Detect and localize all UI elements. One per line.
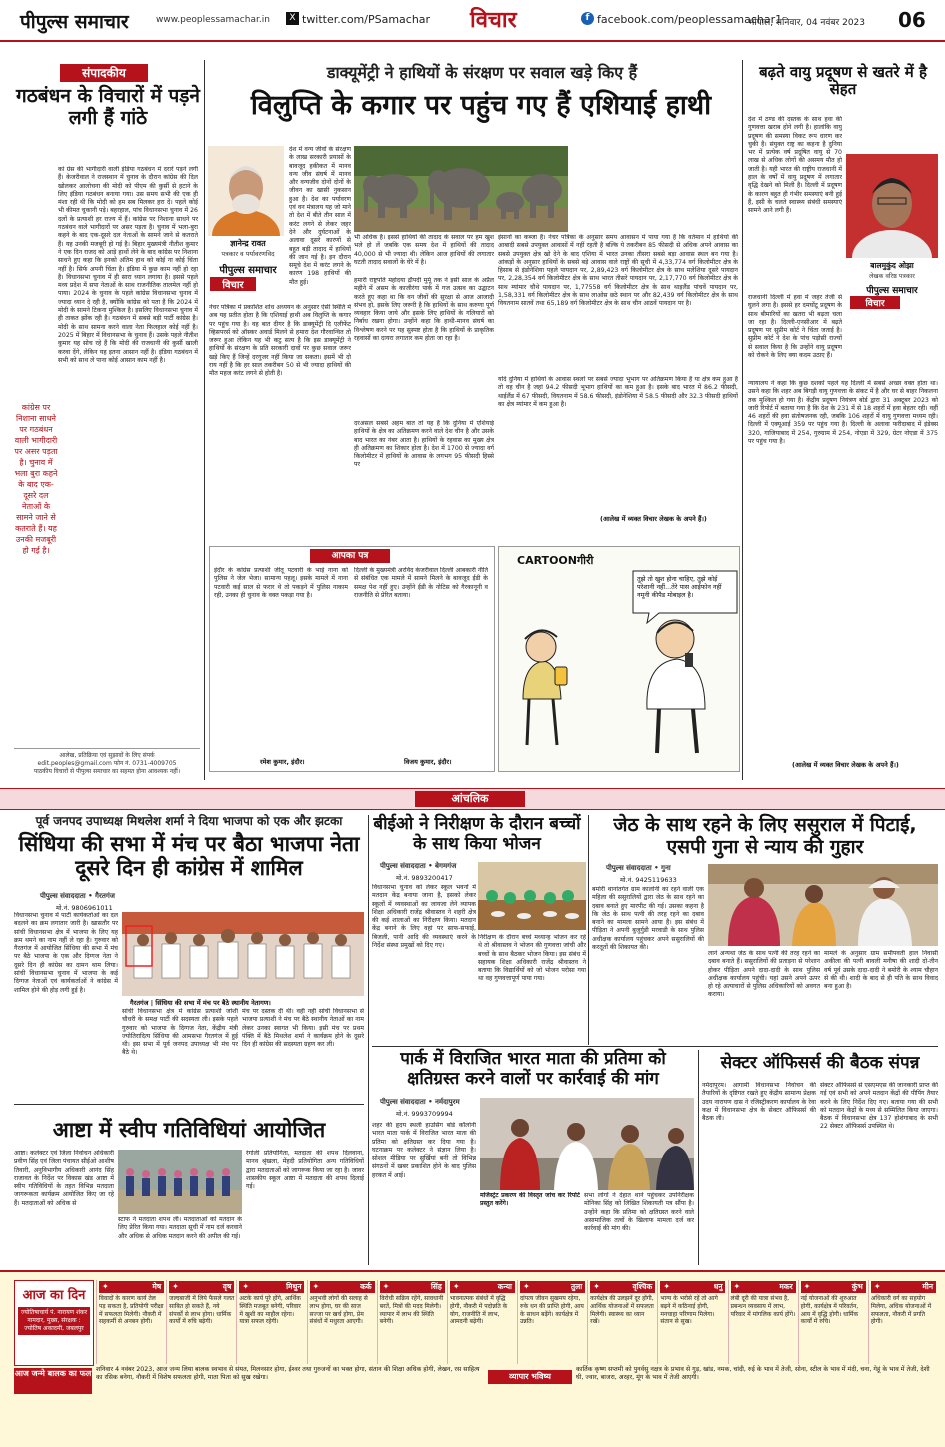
zodiac-name: ✦ मकर — [731, 1281, 796, 1293]
story6-title: सेक्टर ऑफिसर्स की बैठक संपन्न — [720, 1053, 920, 1073]
right-logo — [846, 283, 938, 309]
zodiac-name: ✦ कुंभ — [801, 1281, 866, 1293]
zodiac-name: ✦ मीन — [871, 1281, 936, 1293]
section-title: विचार — [470, 8, 517, 33]
zodiac-symbol-icon: ✦ — [663, 1282, 671, 1291]
zodiac-name: ✦ मिथुन — [239, 1281, 304, 1293]
twitter-icon: X — [286, 12, 299, 25]
zodiac-symbol-icon: ✦ — [733, 1282, 741, 1291]
lead-logo-sub: विचार — [210, 277, 256, 291]
website[interactable]: www.peoplessamachar.in — [156, 15, 270, 25]
zodiac-text: दांपत्य जीवन सुखमय रहेगा, रुके धन की प्राप्ति होगी, आय के साधन बढ़ेंगे। कार्यक्षेत्र में उन्नति। — [520, 1295, 584, 1326]
business-text: कार्तिक कृष्ण सप्तमी को पुनर्वसु नक्षत्र के प्रभाव से गुड़, खांड, नमक, चांदी, रुई के भाव में तेजी, सोना, स्टील के भाव में मंदी, चना, गेहूं के भाव में तेजी, देशी घी, ज्वार, बाजरा, अरहर, मूंग के भाव में तेजी आएगी। — [576, 1366, 930, 1382]
zodiac-symbol-icon: ✦ — [593, 1282, 600, 1291]
right-logo-text: पीपुल्स समाचार — [866, 286, 918, 296]
editorial-title: गठबंधन के विचारों में पड़ने लगी हैं गांठे — [16, 85, 200, 129]
story1-body3: मंच पर दस्तक दी थी। वहीं नहीं सांची विधानसभा से भाजपा प्रत्याशी ने मंच पर बैठे स्थानीय नेताओं का नाम लेकर उनका स्वागत भी किया। इसी मंच पर प्रथम पंक्ति में बैठे मिथलेश शर्मा ने कार्यक्रम होने के दूसरे दिन ही कांग्रेस की सदस्यता ग्रहण कर ली। — [242, 1008, 364, 1049]
story2-photo — [478, 862, 586, 930]
masthead — [0, 0, 945, 42]
lead-col2c: दरअसल सबसे अहम बात तो यह है कि दुनिया में एशियाई हाथियों के क्षेत्र का अतिक्रमण करने वाले देश चीन है और उसके बाद भारत का नंबर आता है। हाथियों के रहवास का मुख्य क्षेत्र ही अतिक्रमण का शिकार होता है। देश में 1700 से ज्यादा वर्ग किलोमीटर में हाथियों के आवास के लगभग 95 फीसदी हिस्से पर — [354, 420, 494, 469]
author-name: ज्ञानेन्द्र रावत — [230, 239, 266, 248]
zodiac-symbol-icon: ✦ — [312, 1282, 320, 1291]
contact-phone: फोन नं. 0731-4009705 — [113, 760, 177, 767]
lucky-text: शनिवार 4 नवंबर 2023, आज जन्म लिया बालक स्वभाव से संयत, मिलनसार होगा, ईश्वर तथा गुरुजनों का भक्त होगा, संतान की शिक्षा अधिक होगी, लेखन, रस साहित्य का रसिक बनेगा, नौकरी में विशेष सफलता होगी, माता पिता को सुख रखेगा। — [96, 1366, 480, 1382]
dateline: भोपाल, शनिवार, 04 नवंबर 2023 — [748, 18, 866, 28]
right-body3: न्यायालय ने कहा कि कुछ दशकों पहले यह दिल्ली में सबसे अच्छा वक्त होता था। उसने कहा कि शहर अब बिगड़ी वायु गुणवत्ता के संकट में है और घर से बाहर निकलना तक मुश्किल हो गया है। केंद्रीय प्रदूषण नियंत्रण बोर्ड द्वारा 31 अक्टूबर 2023 को जारी रिपोर्ट में बताया गया है कि देश के 231 में से 18 शहरों में हवा बेहतर रही। वहीं 46 शहरों की हवा संतोषजनक रही, जबकि 106 शहरों में वायु गुणवत्ता मध्यम रही। दिल्ली में एक्यूआई 359 पर पहुंच गया है। दिल्ली के अलावा फरीदाबाद में इंडेक्स 320, गाजियाबाद में 254, गुरुग्राम में 254, नोएडा में 329, ग्रेटर नोएडा में 375 पर पहुंच गया है। — [748, 380, 938, 446]
facebook-handle[interactable]: facebook.com/peoplessamachar1 — [597, 13, 783, 26]
zodiac-9 — [728, 1280, 798, 1364]
footer-note: आलेख, प्रतिक्रिया एवं सुझावों के लिए संपर्क — [59, 752, 155, 759]
story3-byline: पीपुल्स संवाददाता • गुना — [606, 864, 671, 872]
story5-title: पार्क में विराजित भारत माता की प्रतिमा को क्षतिग्रस्त करने वालों पर कार्रवाई की मांग — [400, 1049, 666, 1089]
lead-col3: इंसानों का कब्जा है। नेचर पत्रिका के अनुसार समय आवासन में पाया गया है कि वर्तमान में हाथियों की आबादी सबसे उपयुक्त आवासों में नहीं रहती है बल्कि ये तकरीबन 85 फीसदी से अधिक अपने आवास का सबसे उपयुक्त क्षेत्र खो देने के बाद एशिया में भारत उनका तीसरा सबसे बड़ा आवास स्थल बन गया है। आंकड़ों के अनुसार हाथियों के सबसे बड़े आवास वाले राष्ट्रों की सूची में 4,33,774 वर्ग किलोमीटर क्षेत्र के हिसाब से इंडोनेशिया पहले पायदान पर, 2,89,423 वर्ग किलोमीटर क्षेत्र के साथ मलेशिया दूसरे पायदान पर, 2,28,354 वर्ग किलोमीटर क्षेत्र के साथ भारत तीसरे पायदान पर, 2,17,770 वर्ग किलोमीटर क्षेत्र के साथ म्यांमार चौथे पायदान पर, 1,77558 वर्ग किलोमीटर क्षेत्र के साथ थाइलैंड पांचवें पायदान पर, 1,58,331 वर्ग किलोमीटर क्षेत्र के साथ लाओस छठे स्थान पर और 82,439 वर्ग किलोमीटर क्षेत्र के साथ वियतनाम सातवें तथा 65,189 वर्ग किलोमीटर क्षेत्र के साथ चीन आठवें पायदान पर है। — [498, 234, 738, 308]
story1-mobile: मो.नं. 9806961011 — [56, 904, 113, 912]
story4-body3: स्टाफ ने मतदाता शपथ ली। मतदाताओं को मतदान के लिए प्रेरित किया गया। मतदाता सूची में नाम दर्ज करवाने और अधिक से अधिक मतदान करने की अपील की गई। — [118, 1216, 242, 1240]
story4-photo — [118, 1150, 242, 1214]
page-number: 06 — [898, 8, 926, 32]
business-title: व्यापार भविष्य — [488, 1370, 572, 1384]
zodiac-name: ✦ वृश्चिक — [590, 1281, 655, 1293]
story5-photo — [480, 1098, 694, 1190]
story5-body: शहर की हृदय स्थली हाउसिंग बोर्ड कॉलोनी भारत माता पार्क में विराजित भारत माता की प्रतिमा को क्षतिग्रस्त कर दिया गया है। घटनाक्रम पर कलेक्टर ने संज्ञान लिया है। सोशल मीडिया पर सुर्खियां बनी तो विभिन्न संगठनों में खबर प्रकाशित होने के बाद पुलिस हरकत में आई। — [372, 1122, 476, 1179]
brand-logo: पीपुल्स समाचार — [20, 11, 129, 33]
story2-title: बीईओ ने निरीक्षण के दौरान बच्चों के साथ किया भोजन — [373, 814, 581, 854]
story1-body: विधानसभा चुनाव में पार्टी कार्यकर्ताओं का दल बदलने का क्रम लगातार जारी है। खासतौर पर सांची विधानसभा क्षेत्र में भाजपा के लिए यह क्रम थमने का नाम नहीं ले रहा है। गुरुवार को गैरतगंज में आयोजित सिंधिया की सभा में मंच पर बैठे भाजपा के एक और दिग्गज नेता ने दूसरे दिन ही कांग्रेस का दामन थाम लिया। सांची विधानसभा चुनाव में भाजपा के कई दिग्गज नेताओं एवं कार्यकर्ताओं ने कांग्रेस में शामिल होने की होड़ लगी हुई है। — [14, 912, 118, 994]
story5-mobile: मो.नं. 9993709994 — [396, 1110, 453, 1118]
zodiac-8 — [657, 1280, 727, 1364]
zodiac-signs — [96, 1280, 938, 1364]
zodiac-7 — [587, 1280, 657, 1364]
story3-title: जेठ के साथ रहने के लिए ससुराल में पिटाई, एसपी गुना से न्याय की गुहार — [613, 814, 917, 858]
today-box-text: ज्योतिषाचार्य पं. नारायण शंकर नामदार, मुख्य, संरक्षक : ज्योतिष अकादमी, जबलपुर — [18, 1307, 90, 1335]
zodiac-0 — [96, 1280, 166, 1364]
editorial-footer — [14, 748, 200, 776]
right-title: बढ़ते वायु प्रदूषण से खतरे में है सेहत — [759, 63, 927, 99]
zodiac-11 — [868, 1280, 938, 1364]
today-box — [14, 1280, 94, 1366]
story2-body2: निरीक्षण के दौरान बच्चे मध्यान्ह भोजन कर रहे थे तो श्रीवास्तव ने भोजन की गुणवत्ता जांची और बच्चों के साथ बैठकर भोजन किया। इस संबंध में सहायक शिक्षा अधिकारी राजेंद्र श्रीवास्तव ने बताया कि विद्यार्थियों को जो भोजन परोसा गया था वह गुणवत्तापूर्ण पाया गया। — [478, 934, 586, 983]
lead-logo-text: पीपुल्स समाचार — [219, 265, 277, 276]
zodiac-2 — [236, 1280, 306, 1364]
regional-band — [0, 788, 945, 810]
cartoon-title: CARTOONगीरी — [517, 554, 594, 567]
zodiac-text: अनुभवी लोगों की सलाह से लाभ होगा, घर की साज सज्जा पर खर्च होगा, प्रेम संबंधों में मधुरता आएगी। — [309, 1295, 368, 1326]
story3-mobile: मो.नं. 9425119633 — [620, 876, 677, 884]
story6-body: नर्मदापुरम। आगामी विधानसभा निर्वाचन की तैयारियों के दृष्टिगत रखते हुए केंद्रीय सामान्य प्रेक्षक उदय नारायण दास ने रजिस्ट्रीकरण कार्यालय के रेवा कक्ष में विधानसभा क्षेत्र के सेक्टर ऑफिसर्स की बैठक ली। — [702, 1082, 816, 1123]
zodiac-name: ✦ वृष — [169, 1281, 234, 1293]
story2-body: विधानसभा चुनाव को लेकर स्कूल भवनों में मतदान केंद्र बनाया जाना है, इसको लेकर स्कूलों में व्यवस्थाओं का जायजा लेने व्यापक शिक्षा अधिकारी राजेंद्र श्रीवास्तव ने शहरी क्षेत्र की कई शालाओं का निरीक्षण किया। मतदान केंद्र बनाने के लिए वहां पर साफ-सफाई, बिजली, पानी आदि की व्यवस्थाएं करने के निर्देश संस्था प्रमुखों को दिए गए। — [372, 884, 476, 950]
twitter-handle[interactable]: twitter.com/PSamachar — [302, 13, 431, 26]
story6-body2: सेक्टर ऑफिसर्स से एसएमएस की जानकारी प्राप्त की गई एवं सभी को अपने मतदान केंद्रों की पीपिंग तैयार करने के लिए निर्देश दिए गए। बताया गया की सभी को मतदान केंद्रों के मध्य से सम्मिलित किया जाएगा। बैठक में विधानसभा क्षेत्र 137 होशंगाबाद के सभी 22 सेक्टर ऑफिसर्स उपस्थित थे। — [820, 1082, 938, 1131]
zodiac-3 — [307, 1280, 377, 1364]
letters-box — [209, 546, 495, 772]
story5-body2: सभा लोगों ने देहात थाने पहुंचकर उपनिरीक्षक मोनिका सिंह को लिखित शिकायती पत्र सौंपा है। उन्होंने कहा कि प्रतिमा को क्षतिग्रस्त करने वाले असामाजिक तत्वों के खिलाफ मामला दर्ज कर कार्रवाई की मांग की। — [584, 1192, 694, 1233]
zodiac-text: विवादों के कारण कार्य तेल पड़ सकता है, प्रतियोगी परीक्षा में सफलता मिलेगी। नौकरी में सहकर्मी से अनबन होगी। — [99, 1295, 164, 1326]
lucky-title: आज जन्मे बालक का फल — [14, 1368, 92, 1394]
zodiac-text: जल्दबाजी में लिये फैसले गलत साबित हो सकते हैं, नये संपर्कों से लाभ होगा। धार्मिक कार्यों में रुचि बढ़ेगी। — [169, 1295, 235, 1326]
cartoon-box — [498, 546, 740, 772]
zodiac-10 — [798, 1280, 868, 1364]
zodiac-name: ✦ धनु — [660, 1281, 725, 1293]
disclaimer: पाठकीय विचारों से पीपुल्स समाचार का सहमत होना आवश्यक नहीं। — [33, 768, 181, 775]
author-photo — [208, 146, 284, 236]
contact-email[interactable]: edit.peoples@gmail.com — [37, 760, 112, 767]
letters-title: आपका पत्र — [310, 549, 390, 563]
story4-body: आष्टा। कलेक्टर एवं जिला निर्वाचन अधिकारी प्रवीण सिंह एवं जिला पंचायत सीईओ आशीष तिवारी, अनुविभागीय अधिकारी आनंद सिंह राजावत के निर्देश पर विकास खंड आष्टा में स्वीप गतिविधियों के तहत विभिन्न मतदाता जागरूकता कार्यक्रम आयोजित किए जा रहे हैं। मतदाताओं को अधिक से — [14, 1150, 114, 1207]
zodiac-1 — [166, 1280, 236, 1364]
zodiac-name: ✦ मेष — [99, 1281, 164, 1293]
letter-2-author: विजय कुमार, इंदौर। — [404, 758, 452, 766]
editorial-sidebar-quote: कांग्रेस पर निशाना साधने पर गठबंधन वाली भागीदारी पर असर पड़ता है। चुनाव में भला बुरा कहने के बाद एक-दूसरे दल नेताओं के सामने जाने से कतराते हैं। यह उनकी मजबूरी हो गई है। — [14, 403, 58, 555]
story3-body: बमोरी थानांतर्गत ग्राम कालोनी का रहने वाली एक महिला की ससुरालियों द्वारा जेठ के साथ रहने का दबाव बनाते हुए मारपीट की गई। उसका कहना है कि जेठ के साथ पत्नी की तरह रहने का दबाव बनाने का मामला सामने आया है। इस संबंध में पीड़िता ने अपनी बुजुर्गुडी मरवाडी के साथ पुलिस अधीक्षक कार्यालय पहुंचकर अपने ससुरालियों की करतूतों की शिकायत की। — [592, 886, 704, 952]
letter-2: दिल्ली के मुख्यमंत्री अरविंद केजरीवाल दिल्ली आबकारी नीति से संबंधित एक मामले में सामने मिलने के बावजूद ईडी के समक्ष पेश नहीं हुए। उन्होंने ईडी के नोटिस को गैरकानूनी व राजनीति से प्रेरित बताया। — [354, 567, 488, 599]
lead-col1b: नेचर पत्रिका में प्रकाशित शोध अध्ययन के अनुसार ऐसी स्थिति में अब यह प्रतीत होता है कि एशियाई हाथी अब विलुप्ति के कगार पर पहुंच गया है। वह बात दीगर है कि डाक्यूमेंट्री दि एलीफेंट व्हिसपरर्स को ऑस्कर अवार्ड मिलने से हमारा देश गौरवान्वित तो जरूर हुआ लेकिन यह भी कटु सत्य है कि इस डाक्यूमेंट्री ने हाथियों के संरक्षण के प्रति सरकारी दावों पर कुछ सवाल जरूर खड़े किए हैं जिन्हें दरगुजर नहीं किया जा सकता। इसमें भी दो राय नहीं है कि हर साल तकरीबन 50 से भी ज्यादा हाथियों की मौत महज करंट लगने से होती है। — [209, 304, 351, 378]
cartoon-bubble: तुझे तो खुश होना चाहिए, तुझे कोई परेशानी नहीं...तेरे पास आईफोन नहीं नमूनी कीपैड मोबाइल है। — [637, 575, 722, 599]
zodiac-name: ✦ तुला — [520, 1281, 585, 1293]
zodiac-symbol-icon: ✦ — [523, 1282, 530, 1291]
zodiac-6 — [517, 1280, 587, 1364]
zodiac-symbol-icon: ✦ — [242, 1282, 250, 1291]
editorial-tag: संपादकीय — [60, 64, 148, 82]
right-logo-sub: विचार — [850, 296, 900, 309]
right-author-photo — [846, 154, 938, 258]
lead-col1: देश में वन्य जीवों के संरक्षण के लाख सरकारी प्रयासों के बावजूद हकीकत में मानव वन्य जीव संघर्ष में मानव और वन्यजीव दोनों दोनों के जीवन का खासी नुकसान हुआ है। देश का पर्यावरण एवं वन मंत्रालय यह जो माने तो देश में बीते तीन साल में करंट लगने से लेकर जहर देने और दुर्घटनाओं के अलावा दूसरे कारणों से बहुत बड़ी तादाद में हाथियों की जान गई है। इन दौरान समूचे देश में करंट लगने के कारण 198 हाथियों की मौत हुई। — [289, 146, 351, 286]
lead-footnote: (आलेख में व्यक्त विचार लेखक के अपने हैं।) — [600, 515, 707, 523]
zodiac-text: लंबी दूरी की यात्रा संभव है, प्रबन्धन व्यवसाय में लाभ, परिवार में मांगलिक कार्य होंगे। — [730, 1295, 796, 1318]
lead-col2b: हमारी राष्ट्रपति महोदया द्रौपदी मुर्मू तक ने इसी साल के अप्रैल महीने में असम के काजीरंगा पार्क में गज उत्सव का उद्घाटन करते हुए कहा था कि वन जीवों की सुरक्षा से आज आजादी संभव हो, इसके लिए जरूरी है कि हाथियों के साथ करुणा पूर्ण व्यवहार किया जाये और इसके लिए हाथियों के गलियारों को निर्बाध रखना होगा। उन्होंने कहा कि हाथी-मानव संघर्ष का विश्लेषण करने पर यह सुस्पष्ट होता है कि हाथियों के प्राकृतिक रहवासों का दायरा लगातार कम होता जा रहा है। — [354, 277, 494, 343]
zodiac-5 — [447, 1280, 517, 1364]
story5-byline: पीपुल्स संवाददाता • नर्मदापुरम — [380, 1098, 460, 1106]
lead-kicker: डाक्यूमेंट्री ने हाथियों के संरक्षण पर सवाल खड़े किए हैं — [326, 63, 638, 82]
zodiac-text: अधिकारी वर्ग का सहयोग मिलेगा, अधिक योजनाओं में सफलता, नौकरी में प्रगति होगी। — [870, 1295, 932, 1326]
zodiac-name: ✦ सिंह — [380, 1281, 445, 1293]
facebook-icon: f — [581, 12, 594, 25]
letter-1: इंदौर के कांग्रेस प्रत्याशी जीतू पटवारी के भाई नाना को पुलिस ने जेल भेजा। सामान्य पहलू। इसके मामले में नाना पटवारी कई साल से फरार थे तो पकड़ने में पुलिस नाकाम रही, उनका ही चुनाव के वक्त पकड़ा गया है। — [214, 567, 348, 599]
right-author-name: बालमुकुंद ओझा — [870, 261, 914, 270]
story3-body2: लाने अन्यथा जेठ के साथ पत्नी की तरह रहने का दबाव बनाते हैं। ससुरालियों की प्रताड़ना से परेशान होकर पीड़िता अपने दादा-दादी के साथ पुलिस अधीक्षक कार्यालय पहुंची। यहां उसने अपने ऊपर हो रहे अत्याचारों से पुलिस अधिकारियों को अवगत कराया। — [708, 950, 820, 999]
zodiac-text: अटके कार्य पूरे होंगे, आर्थिक स्थिति मजबूत बनेगी, परिवार में खुशी का माहौल रहेगा। यात्रा सफल रहेगी। — [239, 1295, 301, 1326]
zodiac-symbol-icon: ✦ — [803, 1282, 811, 1291]
story1-byline: पीपुल्स संवाददाता • गैरतगंज — [40, 892, 115, 900]
zodiac-symbol-icon: ✦ — [382, 1282, 390, 1291]
editorial-body: कां ग्रेस की भागीदारी वाली इंडिया गठबंधन में दरारें पड़ने लगी हैं। केजरीवाल ने राजस्थान में चुनाव के दौरान कांग्रेस की दिल खोलकर आलोचना की मोदी को पीएम की कुर्सी से हटाने के लिए इंडिया गठबंधन बनाया गया। उस समय सभी की एक ही मंशा रही थी कि मोदी को हम सब मिलकर हरा दें। पहले कोई भी कीमत चुकानी पड़े। बहरहाल, पांच विधानसभा चुनाव में 26 दलों के प्रत्याशी हर राज्य में हैं। कांग्रेस पर निशाना साधने पर गठबंधन वाले भागीदारों पर असर पड़ता है। चुनाव में भला-बुरा कहने के बाद एक-दूसरे दल नेताओं के सामने जाने से कतराते हैं। यह उनकी मजबूरी हो गई है। बिहार मुख्यमंत्री नीतीश कुमार ने एक दिन राजद को आड़े हाथों लेने के बाद कांग्रेस पर निशाना साधने हुए कहा कि इनको अंतिम हाथ को कोई ना कोई चिंता नहीं है। सिर्फ अपनी चिंता है। इंडिया में कुछ काम नहीं हो रहा है। विधानसभा चुनाव में ही सारा ध्यान लगाया है। इससे पहले मध्य प्रदेश में सपा नेताओं के साथ राजनीतिक तालमेल नहीं हो पाया। 2024 के चुनाव के पहले कांग्रेस विधानसभा चुनाव में ज्यादा ध्यान दे रही है, क्योंकि कांग्रेस को पता है कि 2024 में मोदी के सामने टिकना मुश्किल है। इसलिए विधानसभा चुनाव में ही ताकत झोंक रही है। गठबंधन में सबसे बड़ी पार्टी कांग्रेस है। मोदी के साथ सामना करने वाला नेता फिलहाल कोई नहीं है। 2025 में बिहार में विधानसभा के चुनाव हैं। उसके पहले नीतीश कुमार यह सोच रहे हैं कि मोदी की राजधानी की कुर्सी खाली करवा देंगे, लेकिन यह इतना आसान नहीं है। इंडिया गठबंधन में सभी को साथ ले पाना कोई आसान काम नहीं है। — [58, 166, 198, 364]
story1-body2: सांची विधानसभा क्षेत्र में कांग्रेस प्रत्याशी जोशी चौधरी के समक्ष पार्टी की सदस्यता ली। इसके पहले गुरुवार को भाजपा के दिग्गज नेता, केंद्रीय मंत्री ज्योतिरादित्य सिंधिया की आमसभा गैरतगंज में हुई थी। इस सभा में पूर्व जनपद उपाध्यक्ष भी मंच पर बैठे थे। — [122, 1008, 238, 1057]
story1-photo — [122, 912, 364, 996]
right-footnote: (आलेख में व्यक्त विचार लेखक के अपने हैं।) — [792, 761, 899, 769]
story2-mobile: मो.नं. 9893200417 — [396, 874, 453, 882]
story3-body3: मामले के अनुसार ग्राम समीपवर्ती हाल निवासी अकीला की पत्नी बावली मनीषा की शादी दो-तीन वर्ष पूर्व उसके दादा-दादी ने बमोरी के श्याम चौहान से की थी। शादी के बाद से ही पति के साथ विवाद बना हुआ है। — [824, 950, 938, 991]
zodiac-4 — [377, 1280, 447, 1364]
lead-title: विलुप्ति के कगार पर पहुंच गए हैं एशियाई हाथी — [250, 90, 712, 121]
zodiac-text: भावनात्मक संबंधों में वृद्धि होगी, नौकरी में पदोन्नति के योग, राजनीति में लाभ, आमदनी बढ़ेगी। — [449, 1295, 508, 1326]
right-body2: राजधानी दिल्ली में हवा में जहर तेजी से घुलने लगा है। इससे हर दमघोंटू प्रदूषण के साथ बीमारियों का खतरा भी बढ़ता चला जा रहा है। दिल्ली-एनसीआर में बढ़ते प्रदूषण पर सुप्रीम कोर्ट ने चिंता जताई है। सुप्रीम कोर्ट ने देश के पांच पड़ोसी राज्यों से सवाल किया है कि उन्होंने वायु प्रदूषण को रोकने के लिए क्या कदम उठाए हैं। — [748, 294, 842, 360]
zodiac-name: ✦ कर्क — [310, 1281, 375, 1293]
right-body1: देश में ठण्ड की दस्तक के साथ हवा की गुणवत्ता खराब होने लगी है। हालांकि वायु प्रदूषण की समस्या विकट रूप धारण कर चुकी है। संयुक्त राष्ट्र का कहना है दुनिया भर में प्रत्येक वर्ष प्रदूषित वायु से 70 लाख से अधिक लोगों की असमय मौत हो जाती है। यही भारत की राष्ट्रीय राजधानी में हाल के वर्षों में वायु प्रदूषण में लगातार वृद्धि देखने को मिली है। दिल्ली में प्रदूषण के कारण बहुत ही गंभीर समस्याएं बनी हुई हैं, इसी के चलते स्वास्थ्य संबंधी समस्याएं सामने आने लगी हैं। — [748, 116, 842, 215]
story1-caption: गैरतगंज | सिंधिया की सभा में मंच पर बैठे स्थानीय नेतागण। — [130, 999, 271, 1007]
letter-1-author: रमेश कुमार, इंदौर। — [260, 758, 305, 766]
author-role: पत्रकार व पर्यावरणविद — [221, 250, 275, 258]
zodiac-text: भाग्य के भरोसे रहें तो आगे बढ़ने में कठिनाई होगी, मनचाहा परिणाम मिलेगा। संतान से सुख। — [660, 1295, 718, 1326]
story1-title: सिंधिया की सभा में मंच पर बैठा भाजपा नेता दूसरे दिन ही कांग्रेस में शामिल — [18, 832, 360, 881]
regional-band-label: आंचलिक — [415, 791, 525, 807]
zodiac-symbol-icon: ✦ — [102, 1282, 109, 1291]
story3-photo — [708, 864, 938, 946]
lead-col2: भी अधिक है। इससे हाथियों की तादाद के सवाल पर हम खुश भले हो लें जबकि एक समय देश में हाथियों की तादाद 40,000 से भी ज्यादा थी। लेकिन आज हाथियों की लगातार घटती तादाद सवालों के घेरे में है। — [354, 234, 494, 266]
story2-byline: पीपुल्स संवाददाता • बेगमगंज — [380, 862, 457, 870]
zodiac-name: ✦ कन्या — [450, 1281, 515, 1293]
zodiac-text: नई योजनाओं की शुरुआत होगी, कार्यक्षेत्र में परिवर्तन, आय में वृद्धि होगी। धार्मिक कार्यों में रुचि। — [800, 1295, 859, 1326]
elephant-photo — [354, 146, 568, 232]
lead-logo — [208, 262, 288, 292]
right-author-role: लेखक वरिष्ठ पत्रकार — [869, 273, 915, 280]
today-box-title: आज का दिन — [22, 1288, 86, 1303]
story4-title: आष्टा में स्वीप गतिविधियां आयोजित — [52, 1118, 326, 1142]
lead-col3b: यदि दुनिया में हाथियों के आवास स्थलों पर सबसे ज्यादा भूभाग पर अतिक्रमण किया है या क्षेत्र कम हुआ है तो वह चीन है जहां 94.2 फीसदी भूभाग हाथियों का कम हुआ है। इसके बाद भारत में 86.2 फीसदी, थाईलैंड में 67 फीसदी, वियतनाम में 58.6 फीसदी, इंडोनेशिया में 58.5 फीसदी और 32.3 फीसदी हाथियों का क्षेत्र म्यांमार में कम हुआ है। — [498, 376, 738, 408]
story1-kicker: पूर्व जनपद उपाध्यक्ष मिथलेश शर्मा ने दिया भाजपा को एक और झटका — [35, 814, 343, 828]
zodiac-symbol-icon: ✦ — [452, 1282, 460, 1291]
zodiac-symbol-icon: ✦ — [873, 1282, 881, 1291]
zodiac-text: विरोधी सक्रिय रहेंगे, सावधानी बरतें, मित्रों की मदद मिलेगी। व्यापार में लाभ की स्थिति बनेगी। — [379, 1295, 444, 1326]
zodiac-symbol-icon: ✦ — [172, 1282, 179, 1291]
story5-caption: मजिस्ट्रेट प्रकरण की विस्तृत जांच कर रिपोर्ट प्रस्तुत करेंगे। — [480, 1192, 580, 1208]
zodiac-text: कार्यक्षेत्र की उलझनें दूर होंगी, आर्थिक योजनाओं में सफलता मिलेगी। स्वास्थ्य का ध्यान रखें। — [590, 1295, 654, 1326]
story4-body2: रंगोली प्रतियोगिता, मतदाता की शपथ दिलवाना, मानव श्रृंखला, मेंहदी प्रतियोगिता अन्य गतिविधियों द्वारा मतदाताओं को जागरूक किया जा रहा है। जावर शासकीय स्कूल आष्टा में मतदाता की शपथ दिलाई गई। — [246, 1150, 364, 1191]
